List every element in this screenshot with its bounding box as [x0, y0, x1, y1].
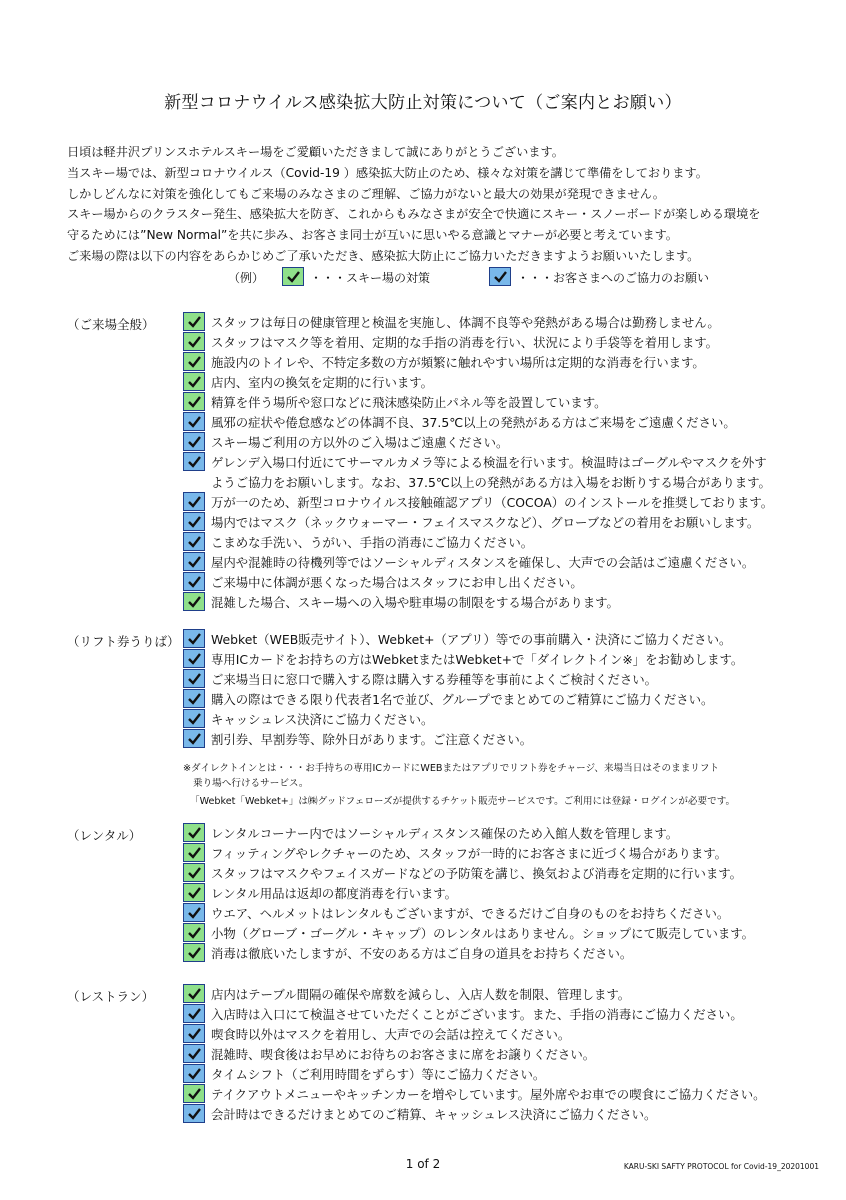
page-title: 新型コロナウイルス感染拡大防止対策について（ご案内とお願い）	[164, 93, 682, 113]
guest-request-check-icon	[183, 1104, 205, 1123]
checklist-item-text: 会計時はできるだけまとめてのご精算、キャッシュレス決済にご協力ください。	[211, 1107, 657, 1122]
checklist-item-text: 購入の際はできる限り代表者1名で並び、グループでまとめてのご精算にご協力ください。	[211, 692, 714, 707]
guest-request-check-icon	[183, 1064, 205, 1083]
checklist-item-text: フィッティングやレクチャーのため、スタッフが一時的にお客さまに近づく場合があります。	[211, 846, 728, 861]
guest-request-check-icon	[183, 452, 205, 471]
intro-line: 日頃は軽井沢プリンスホテルスキー場をご愛顧いただきまして誠にありがとうございます。	[67, 145, 564, 159]
checklist-item	[183, 1023, 803, 1043]
checklist-item-text: レンタル用品は返却の都度消毒を行います。	[211, 886, 458, 901]
ski-measure-check-icon	[183, 1084, 205, 1103]
checklist-item	[183, 882, 803, 902]
intro-paragraph	[67, 142, 787, 267]
legend-guest-label: ・・・お客さまへのご協力のお願い	[517, 271, 710, 285]
intro-line: スキー場からのクラスター発生、感染拡大を防ぎ、これからもみなさまが安全で快適にスキー・スノーボードが楽しめる環境を	[67, 207, 761, 222]
guest-request-check-icon	[183, 1004, 205, 1023]
checklist-item	[183, 551, 803, 571]
legend-example-label: （例）	[228, 271, 265, 285]
guest-request-check-icon	[183, 512, 205, 531]
ski-measure-check-icon	[183, 332, 205, 351]
checklist-item-text: 混雑した場合、スキー場への入場や駐車場の制限をする場合があります。	[211, 595, 619, 610]
guest-request-check-icon	[183, 432, 205, 451]
guest-request-check-icon	[183, 412, 205, 431]
checklist-item	[183, 571, 803, 591]
checklist-item-text: ご来場中に体調が悪くなった場合はスタッフにお申し出ください。	[211, 575, 583, 590]
section-label: （レンタル）	[67, 828, 142, 843]
checklist-item	[183, 331, 803, 351]
page-number: 1 of 2	[405, 1157, 441, 1171]
checklist-item	[183, 983, 803, 1003]
checklist-item	[183, 648, 803, 668]
checklist-item-text: Webket（WEB販売サイト）、Webket+（アプリ）等での事前購入・決済にご協力ください。	[211, 632, 732, 647]
checklist-item-text: こまめな手洗い、うがい、手指の消毒にご協力ください。	[211, 535, 534, 550]
direct-in-footnote: ※ダイレクトインとは・・・お手持ちの専用ICカードにWEBまたはアプリでリフト券をチャージ、来場当日はそのままリフト	[183, 763, 720, 774]
guest-request-check-icon	[183, 629, 205, 648]
checklist-item-text: スタッフはマスク等を着用、定期的な手指の消毒を行い、状況により手袋等を着用します。	[211, 335, 719, 350]
checklist-item	[183, 451, 803, 490]
checklist-item-text: タイムシフト（ご利用時間をずらす）等にご協力ください。	[211, 1067, 546, 1082]
checklist-item	[183, 942, 803, 962]
guest-request-check-icon	[183, 903, 205, 922]
checklist-item-text: 混雑時、喫食後はお早めにお待ちのお客さまに席をお譲りください。	[211, 1047, 596, 1062]
checklist-item-text: レンタルコーナー内ではソーシャルディスタンス確保のため入館人数を管理します。	[211, 826, 679, 841]
guest-request-check-icon	[183, 669, 205, 688]
guest-request-check-icon	[183, 572, 205, 591]
legend-ski-checkbox-icon	[282, 267, 304, 286]
legend-guest-checkbox-icon	[489, 267, 511, 286]
checklist-item	[183, 862, 803, 882]
checklist-item-text: 割引券、早割券等、除外日があります。ご注意ください。	[211, 732, 533, 747]
checklist-item	[183, 628, 803, 648]
webket-footnote: 「Webket「Webket+」は㈱グッドフェローズが提供するチケット販売サービスです。ご利用には登録・ログインが必要です。	[190, 796, 736, 807]
ski-measure-check-icon	[183, 923, 205, 942]
guest-request-check-icon	[183, 709, 205, 728]
checklist-item-text: 専用ICカードをお持ちの方はWebketまたはWebket+で「ダイレクトイン※」をお勧めします。	[211, 652, 744, 667]
section-label: （ご来場全般）	[67, 317, 155, 332]
checklist-item-text: ウエア、ヘルメットはレンタルもございますが、できるだけご自身のものをお持ちください。	[211, 906, 730, 921]
legend	[228, 266, 748, 288]
ski-measure-check-icon	[183, 312, 205, 331]
ski-measure-check-icon	[183, 883, 205, 902]
checklist-item	[183, 351, 803, 371]
guest-request-check-icon	[183, 1044, 205, 1063]
guest-request-check-icon	[183, 1024, 205, 1043]
checklist-item-text: 屋内や混雑時の待機列等ではソーシャルディスタンスを確保し、大声での会話はご遠慮ください。	[211, 555, 755, 570]
checklist-item-text: 施設内のトイレや、不特定多数の方が頻繁に触れやすい場所は定期的な消毒を行います。	[211, 355, 705, 370]
checklist-item	[183, 431, 803, 451]
intro-line: 当スキー場では、新型コロナウイルス（Covid-19 ）感染拡大防止のため、様々な対策を講じて準備をしております。	[67, 165, 708, 180]
checklist-item	[183, 371, 803, 391]
ski-measure-check-icon	[183, 863, 205, 882]
ski-measure-check-icon	[183, 352, 205, 371]
ski-measure-check-icon	[183, 392, 205, 411]
guest-request-check-icon	[183, 532, 205, 551]
checklist-item	[183, 311, 803, 331]
checklist-item	[183, 708, 803, 728]
checklist-item	[183, 842, 803, 862]
guest-request-check-icon	[183, 492, 205, 511]
checklist-item	[183, 1043, 803, 1063]
checklist-item-text: 精算を伴う場所や窓口などに飛沫感染防止パネル等を設置しています。	[211, 395, 607, 410]
checklist-item	[183, 688, 803, 708]
checklist-item	[183, 902, 803, 922]
checklist-item-text-continued: ようご協力をお願いします。なお、37.5℃以上の発熱がある方は入場をお断りする場合があります。	[211, 475, 771, 490]
document-code: KARU-SKI SAFTY PROTOCOL for Covid-19_20201001	[623, 1162, 819, 1171]
checklist-item	[183, 668, 803, 688]
checklist-item	[183, 391, 803, 411]
checklist-item-text: 入店時は入口にて検温させていただくことがございます。また、手指の消毒にご協力ください。	[211, 1007, 743, 1022]
checklist-item-text: キャッシュレス決済にご協力ください。	[211, 712, 434, 727]
checklist-item-text: スタッフはマスクやフェイスガードなどの予防策を講じ、換気および消毒を定期的に行います。	[211, 866, 743, 881]
checklist-item-text: 店内はテーブル間隔の確保や席数を減らし、入店人数を制限、管理します。	[211, 987, 631, 1002]
ski-measure-check-icon	[183, 984, 205, 1003]
checklist-item-text: 小物（グローブ・ゴーグル・キャップ）のレンタルはありません。ショップにて販売しています。	[211, 926, 755, 941]
checklist-item-text: 万が一のため、新型コロナウイルス接触確認アプリ（COCOA）のインストールを推奨しております。	[211, 495, 774, 510]
checklist-item	[183, 591, 803, 611]
guest-request-check-icon	[183, 729, 205, 748]
section-label: （レストラン）	[67, 989, 155, 1004]
intro-line: 守るためには”New Normal”を共に歩み、お客さま同士が互いに思いやる意識とマナーが必要と考えています。	[67, 228, 678, 243]
checklist-item-text: 店内、室内の換気を定期的に行います。	[211, 375, 434, 390]
ski-measure-check-icon	[183, 843, 205, 862]
checklist-item-text: ゲレンデ入場口付近にてサーマルカメラ等による検温を行います。検温時はゴーグルやマスクを外す	[211, 455, 767, 470]
checklist-item-text: 場内ではマスク（ネックウォーマー・フェイスマスクなど）、グローブなどの着用をお願いします。	[211, 515, 760, 530]
checklist-item	[183, 1083, 803, 1103]
section-label: （リフト券うりば）	[67, 634, 180, 649]
direct-in-footnote-continued: 乗り場へ行けるサービス。	[193, 778, 309, 789]
checklist-item	[183, 531, 803, 551]
ski-measure-check-icon	[183, 943, 205, 962]
guest-request-check-icon	[183, 649, 205, 668]
checklist-item	[183, 822, 803, 842]
ski-measure-check-icon	[183, 592, 205, 611]
checklist-item-text: 消毒は徹底いたしますが、不安のある方はご自身の道具をお持ちください。	[211, 946, 633, 961]
checklist-item	[183, 922, 803, 942]
intro-line: しかしどんなに対策を強化してもご来場のみなさまのご理解、ご協力がないと最大の効果が発現できません。	[67, 186, 665, 201]
checklist-item	[183, 728, 803, 748]
intro-line: ご来場の際は以下の内容をあらかじめご了承いただき、感染拡大防止にご協力いただきますようお願いいたします。	[67, 248, 700, 263]
checklist-item-text: スタッフは毎日の健康管理と検温を実施し、体調不良等や発熱がある場合は勤務しません。	[211, 315, 720, 330]
legend-ski-label: ・・・スキー場の対策	[310, 271, 431, 285]
ski-measure-check-icon	[183, 823, 205, 842]
checklist-item	[183, 1063, 803, 1083]
checklist-item	[183, 1003, 803, 1023]
checklist-item-text: 喫食時以外はマスクを着用し、大声での会話は控えてください。	[211, 1027, 571, 1042]
guest-request-check-icon	[183, 552, 205, 571]
checklist-item-text: 風邪の症状や倦怠感などの体調不良、37.5℃以上の発熱がある方はご来場をご遠慮ください。	[211, 415, 736, 430]
checklist-item	[183, 1103, 803, 1123]
checklist-item	[183, 491, 803, 511]
checklist-item-text: スキー場ご利用の方以外のご入場はご遠慮ください。	[211, 435, 509, 450]
checklist-item	[183, 411, 803, 431]
checklist-item	[183, 511, 803, 531]
checklist-item-text: ご来場当日に窓口で購入する際は購入する券種等を事前によくご検討ください。	[211, 672, 658, 687]
checklist-item-text: テイクアウトメニューやキッチンカーを増やしています。屋外席やお車での喫食にご協力ください。	[211, 1087, 766, 1102]
ski-measure-check-icon	[183, 372, 205, 391]
guest-request-check-icon	[183, 689, 205, 708]
